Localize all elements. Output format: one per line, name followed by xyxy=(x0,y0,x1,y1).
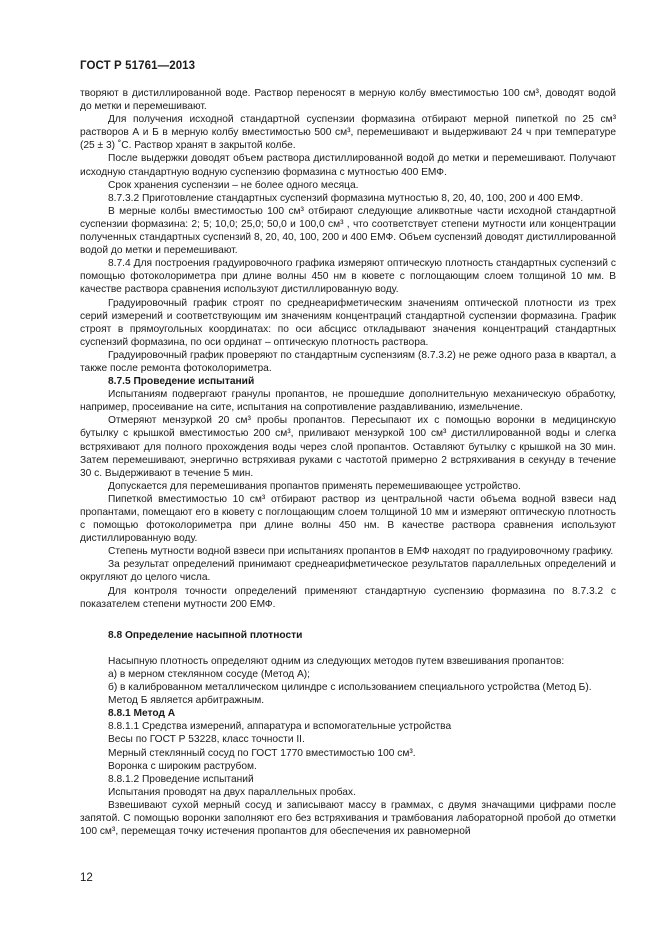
paragraph: После выдержки доводят объем раствора дистиллированной водой до метки и перемешивают. Получают исходную стандартную водную суспензию формазина с мутностью 400 ЕМФ. xyxy=(80,153,616,178)
paragraph: Насыпную плотность определяют одним из следующих методов путем взвешивания пропантов: xyxy=(108,655,565,667)
paragraph: Пипеткой вместимостью 10 см³ отбирают раствор из центральной части объема водной взвеси над пропантами, помещают его в кювету с поглощающим слоем толщиной 10 мм и измеряют оптическую плотность с помощью фотоколориметра при длине волны 450 нм. В качестве раствора сравнения используют дистиллированную воду. xyxy=(80,493,616,545)
list-item: а) в мерном стеклянном сосуде (Метод А); xyxy=(108,668,310,680)
paragraph: В мерные колбы вместимостью 100 см³ отбирают следующие аликвотные части исходной стандартной суспензии формазина: 2; 5; 10,0; 25,0; 50,0 и 100,0 см³ , что соответствует степени мутности или концентрации полученных стандартных суспензий 8, 20, 40, 100, 200 и 400 ЕМФ. Объем суспензий доводят дистиллированной водой до метки и перемешивают. xyxy=(80,205,616,257)
paragraph: Испытания проводят на двух параллельных пробах. xyxy=(108,786,356,798)
paragraph: За результат определений принимают среднеарифметическое результатов параллельных определений и округляют до целого числа. xyxy=(80,559,616,584)
page-number: 12 xyxy=(80,872,93,884)
paragraph: Градуировочный график проверяют по стандартным суспензиям (8.7.3.2) не реже одного раза в квартал, а также после ремонта фотоколориметра. xyxy=(80,349,616,374)
paragraph: Мерный стеклянный сосуд по ГОСТ 1770 вместимостью 100 см³. xyxy=(108,747,416,759)
paragraph: Испытаниям подвергают гранулы пропантов, не прошедшие дополнительную механическую обработку, например, просеивание на сите, испытания на сопротивление раздавливанию, измельчение. xyxy=(80,389,616,414)
paragraph: Взвешивают сухой мерный сосуд и записывают массу в граммах, с двумя значащими цифрами после запятой. С помощью воронки заполняют его без встряхивания и трамбования лабораторной пробой до отметки 100 см³, перемещая точку истечения пропантов для обеспечения их равномерной xyxy=(80,799,616,838)
paragraph: Степень мутности водной взвеси при испытаниях пропантов в ЕМФ находят по градуировочному графику. xyxy=(108,546,614,558)
paragraph: Допускается для перемешивания пропантов применять перемешивающее устройство. xyxy=(108,480,521,492)
paragraph: 8.7.3.2 Приготовление стандартных суспензий формазина мутностью 8, 20, 40, 100, 200 и 400 ЕМФ. xyxy=(108,192,584,204)
section-heading-8-7-5: 8.7.5 Проведение испытаний xyxy=(108,376,255,388)
paragraph: Отмеряют мензуркой 20 см³ пробы пропантов. Пересыпают их с помощью воронки в медицинскую бутылку с крышкой вместимостью 200 см³, приливают мензуркой 100 см³ дистиллированной воды и слегка встряхивают для полного прохождения воды через слой пропантов. Оставляют бутылку с крышкой на 30 мин. Затем перемешивают, энергично встряхивая руками с частотой примерно 2 встряхивания в секунду в течение 30 с. Выдерживают в течение 5 мин. xyxy=(80,415,616,479)
paragraph: Весы по ГОСТ Р 53228, класс точности II. xyxy=(108,734,305,746)
paragraph: Срок хранения суспензии – не более одного месяца. xyxy=(108,179,359,191)
paragraph: 8.7.4 Для построения градуировочного графика измеряют оптическую плотность стандартных суспензий с помощью фотоколориметра при длине волны 450 нм в кювете с поглощающим слоем толщиной 10 мм. В качестве раствора сравнения используют дистиллированную воду. xyxy=(80,258,616,296)
paragraph: Градуировочный график строят по среднеарифметическим значениям оптической плотности из трех серий измерений и соответствующим им значениям концентраций стандартной суспензии формазина. График строят в прямоугольных координатах: по оси абсцисс откладывают значения концентраций стандартных суспензий формазина, по оси ординат – оптическую плотность раствора. xyxy=(80,297,616,348)
document-header: ГОСТ Р 51761—2013 xyxy=(80,60,196,72)
list-item: б) в калиброванном металлическом цилиндре с использованием специального устройства (Метод Б). xyxy=(108,682,592,694)
section-heading-8-8-1: 8.8.1 Метод А xyxy=(108,708,176,720)
subsection-heading: 8.8.1.1 Средства измерений, аппаратура и вспомогательные устройства xyxy=(108,721,452,733)
paragraph: Для контроля точности определений применяют стандартную суспензию формазина по 8.7.3.2 с показателем степени мутности 200 ЕМФ. xyxy=(80,585,616,610)
page-body xyxy=(80,87,616,838)
section-heading-8-8: 8.8 Определение насыпной плотности xyxy=(108,629,303,641)
subsection-heading: 8.8.1.2 Проведение испытаний xyxy=(108,773,254,785)
paragraph: Метод Б является арбитражным. xyxy=(108,695,265,707)
paragraph: творяют в дистиллированной воде. Раствор переносят в мерную колбу вместимостью 100 см³, доводят водой до метки и перемешивают. xyxy=(80,88,616,113)
paragraph: Воронка с широким раструбом. xyxy=(108,760,257,772)
paragraph: Для получения исходной стандартной суспензии формазина отбирают мерной пипеткой по 25 см³ растворов А и Б в мерную колбу вместимостью 500 см³, перемешивают и выдерживают 24 ч при температуре (25 ± 3) ˚С. Раствор хранят в закрытой колбе. xyxy=(80,114,616,152)
